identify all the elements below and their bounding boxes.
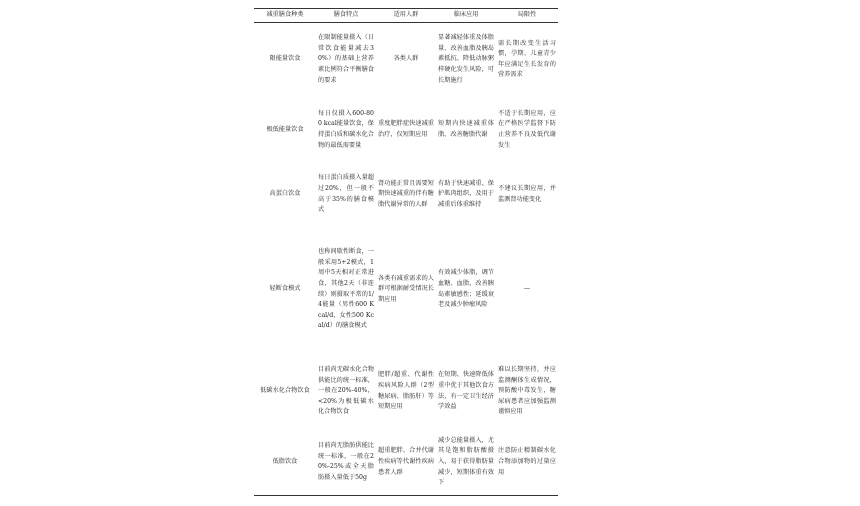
- diet-type-cell: 极低能量饮食: [266, 125, 304, 133]
- population-cell: 肾功能正常且需要短期快速减重的伴有糖脂代谢异常的人群: [378, 179, 434, 208]
- table-row: [254, 23, 558, 97]
- limitation-cell: 不建议长期应用，并监测肾功能变化: [498, 184, 556, 203]
- application-cell: 有效减少体脂，调节血糖、血脂，改善胰岛素敏感性；延缓衰老及减少肿瘤风险: [438, 269, 494, 309]
- diet-type-cell: 高蛋白饮食: [269, 190, 301, 198]
- diet-type-cell: 低脂饮食: [254, 430, 316, 496]
- application-cell: 减少总能量摄入，尤其是饱和脂肪酸摄入，易于获得脂肪量减少，短期体重有效下: [436, 430, 496, 496]
- features-cell: 目前尚无脂肪供能比统一标准，一般在20%-25%或全天脂肪摄入量低于50g: [316, 430, 376, 496]
- header-limitation: 局限性: [496, 9, 558, 23]
- header-population: 适用人群: [376, 9, 436, 23]
- limitation-cell: 难以长期坚持，并应监测酮体生成情况，预防酸中毒发生，糖尿病患者应加强监测谨慎应用: [498, 366, 556, 416]
- population-cell: 各类有减重需求的人群可根据耐受情况长期应用: [378, 274, 434, 303]
- limitation-cell: 不适于长期应用，应在严格医学监督下防止营养不良及低代谢发生: [498, 109, 556, 149]
- diet-comparison-table: [254, 8, 558, 496]
- table-row: [254, 226, 558, 354]
- limitation-cell: —: [523, 285, 531, 293]
- application-cell: 显著减轻体重及体脂量、改善血脂及胰岛素抵抗、降低动脉粥样硬化发生风险，可长期施行: [438, 34, 494, 84]
- population-cell: 超重肥胖、合并代谢性疾病等代谢性疾病患者人群: [376, 430, 436, 496]
- application-cell: 在短期、快速降低体重中优于其他饮食方法，有一定卫生经济学效益: [438, 371, 494, 411]
- population-cell: 重度肥胖症快速减重治疗，仅短期应用: [378, 120, 434, 138]
- features-cell: 目前尚无碳水化合物供能比的统一标准，一般在20%-40%，<20%为极低碳水化合物饮食: [318, 366, 374, 416]
- population-cell: 各类人群: [393, 55, 419, 63]
- table-header-row: [254, 9, 558, 23]
- diet-type-cell: 低碳水化合物饮食: [260, 387, 310, 395]
- header-application: 临床应用: [436, 9, 496, 23]
- features-cell: 每日仅摄入600-800 kcal能量饮食，保持蛋白质和碳水化合物的最低需要量: [318, 109, 374, 149]
- table-row: [254, 97, 558, 164]
- features-cell: 每日蛋白质摄入量超过20%，但一般不高于35%的膳食模式: [318, 174, 374, 214]
- population-cell: 肥胖/超重、代谢性疾病风险人群（2型糖尿病、脂肪肝）等短期应用: [378, 371, 434, 411]
- features-cell: 在限制能量摄入（日常饮食能量减去30%）的基础上营养素比例符合平衡膳食的要求: [318, 34, 374, 84]
- table-row: [254, 164, 558, 226]
- diet-type-cell: 轻断食模式: [269, 285, 301, 293]
- diet-type-cell: 限能量饮食: [269, 55, 301, 63]
- application-cell: 短期内快速减重体脂、改善糖脂代谢: [438, 120, 494, 138]
- limitation-cell: 需长期改变生活习惯，孕期、儿童青少年应满足生长发育的营养需求: [498, 39, 556, 79]
- limitation-cell: 注意防止精制碳水化合物添加物的过量应用: [496, 430, 558, 496]
- header-features: 膳食特点: [316, 9, 376, 23]
- application-cell: 有助于快速减重、保护肌肉组织、及用于减重后体重维持: [438, 179, 494, 208]
- header-diet-type: 减重膳食种类: [254, 9, 316, 23]
- features-cell: 也称间歇性断食，一般采用5+2模式，1周中5天相对正常进食，其他2天（非连续）则摄取平常的1/4能量（男性600 Kcal/d，女性500 Kcal/d）的膳食模式: [318, 248, 374, 330]
- table-row: [254, 354, 558, 430]
- table-row: [254, 430, 558, 496]
